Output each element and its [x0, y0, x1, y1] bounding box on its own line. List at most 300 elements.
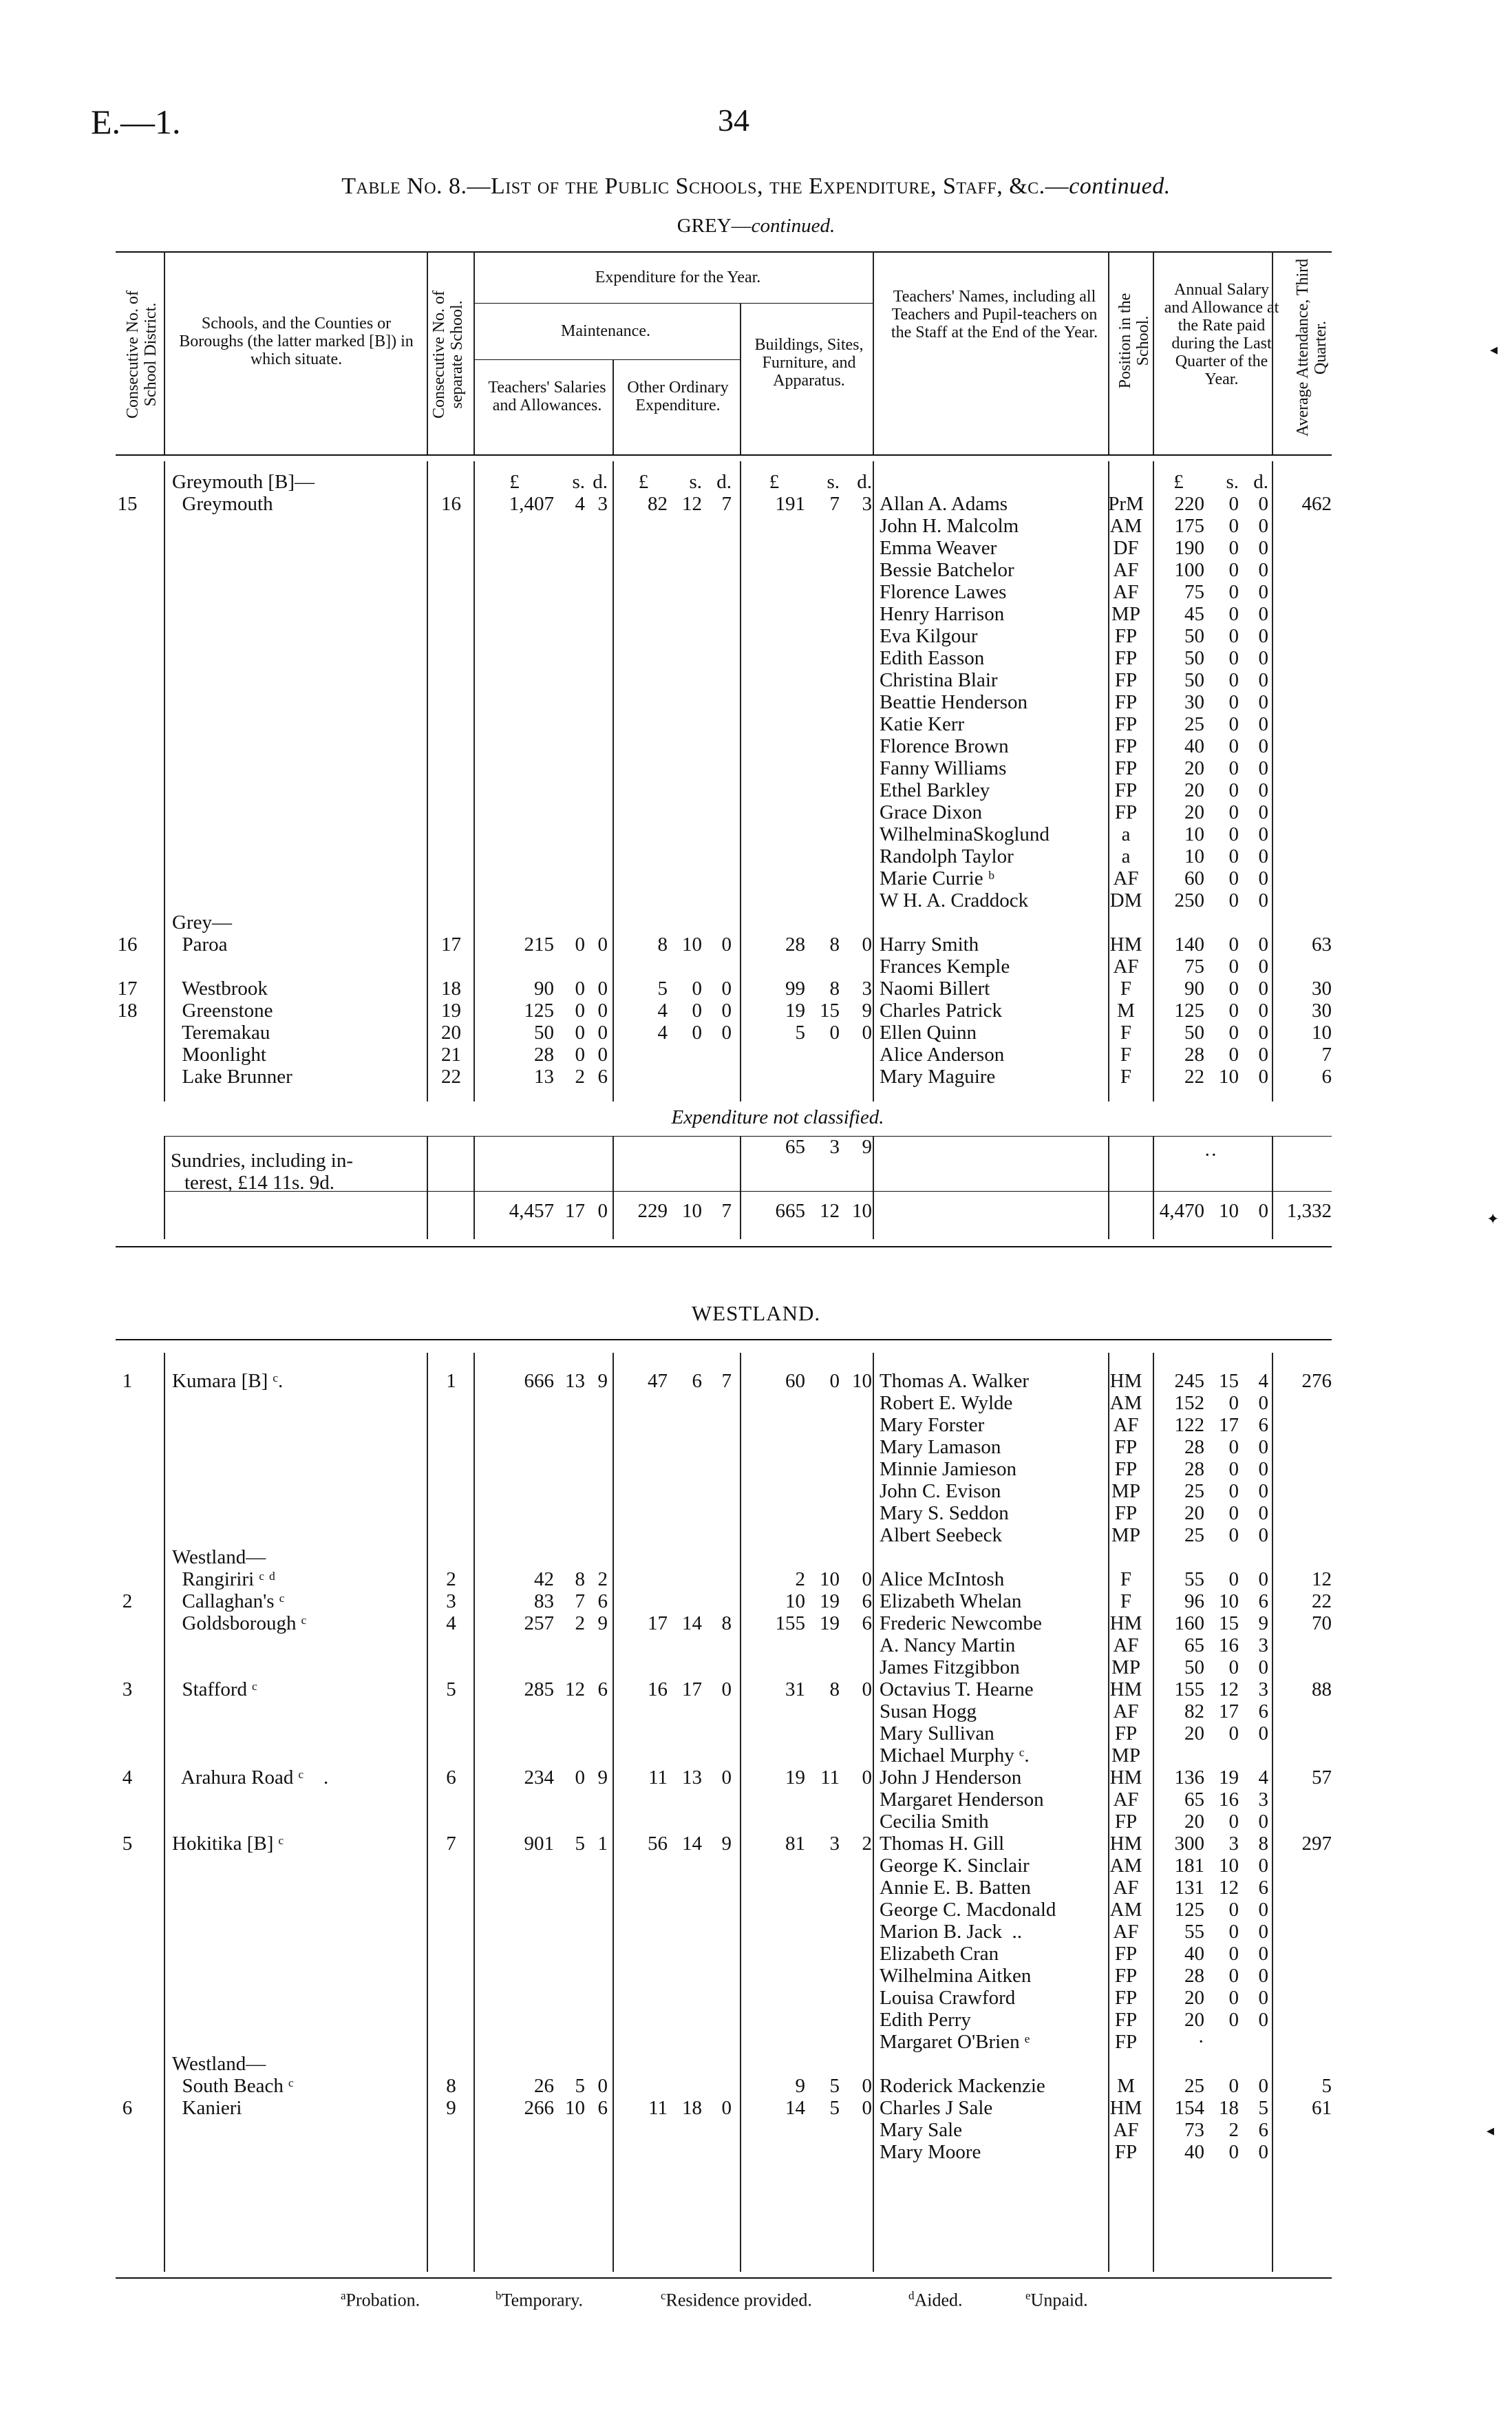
ann-amount-pence: 0 — [1258, 934, 1268, 956]
ann-amount-pence: 0 — [1258, 647, 1268, 669]
school-name: Westland— — [172, 2053, 266, 2075]
rule-vertical — [164, 1136, 165, 1239]
header-teachers-names: Teachers' Names, including all Teachers and Pupil-teachers on the Staff at the End of the Year. — [891, 288, 1098, 341]
bld-amount-pence: 0 — [862, 934, 872, 956]
oth-amount-pounds: 82 — [648, 493, 668, 515]
total-ann-0: 4,470 — [1159, 1200, 1204, 1222]
unit-pound: £ — [1173, 471, 1184, 493]
teacher-name: Marion B. Jack .. — [880, 1921, 1022, 1943]
bld-amount-pence: 6 — [862, 1590, 872, 1612]
ann-amount-pence: 0 — [1258, 1000, 1268, 1022]
teacher-position: AF — [1113, 956, 1139, 978]
teacher-name: Eva Kilgour — [880, 625, 978, 647]
oth-amount-pounds: 47 — [648, 1370, 668, 1392]
teacher-name: Florence Brown — [880, 735, 1009, 757]
ann-amount-pounds: 65 — [1184, 1789, 1204, 1811]
bld-amount-shillings: 19 — [820, 1590, 840, 1612]
ann-amount-pounds: 28 — [1184, 1458, 1204, 1480]
school-name: Greenstone — [172, 1000, 273, 1022]
westland-section-title: WESTLAND. — [691, 1301, 821, 1325]
ann-amount-pounds: 60 — [1184, 867, 1204, 889]
average-attendance: 57 — [1312, 1767, 1332, 1789]
margin-mark-3: ◂ — [1487, 2122, 1495, 2139]
ann-amount-pounds: 25 — [1184, 713, 1204, 735]
ann-amount-pence: 0 — [1258, 1066, 1268, 1088]
ann-amount-shillings: 0 — [1228, 515, 1239, 537]
bld-amount-shillings: 19 — [820, 1612, 840, 1634]
school-name: Kumara [B] ᶜ. — [172, 1370, 284, 1392]
oth-amount-pence: 9 — [721, 1833, 732, 1855]
district-number: 17 — [117, 978, 138, 1000]
header-district-no: Consecutive No. of School District. — [124, 291, 160, 419]
rule-horizontal — [116, 2277, 1332, 2279]
header-position: Position in the School. — [1116, 293, 1152, 389]
ann-amount-shillings: 0 — [1228, 1568, 1239, 1590]
rule-vertical — [613, 1136, 614, 1239]
sundries-salary: ·· — [1204, 1144, 1217, 1166]
ann-amount-pence: 0 — [1258, 978, 1268, 1000]
rule-vertical — [740, 1353, 741, 2272]
teacher-name: Mary Sullivan — [880, 1722, 994, 1744]
average-attendance: 22 — [1312, 1590, 1332, 1612]
average-attendance: 61 — [1312, 2097, 1332, 2119]
teacher-position: MP — [1111, 1524, 1140, 1546]
ann-amount-pounds: 20 — [1184, 2009, 1204, 2031]
oth-amount-pence: 0 — [721, 1678, 732, 1700]
bld-amount-pounds: 2 — [795, 1568, 805, 1590]
teacher-position: MP — [1111, 1480, 1140, 1502]
teacher-name: John J Henderson — [880, 1767, 1022, 1789]
rule-horizontal — [116, 1339, 1332, 1340]
ann-amount-pence: 0 — [1258, 2141, 1268, 2163]
ann-amount-shillings: 0 — [1228, 956, 1239, 978]
school-number: 9 — [446, 2097, 456, 2119]
sal-amount-pence: 6 — [597, 2097, 608, 2119]
header-schools: Schools, and the Counties or Boroughs (the latter marked [B]) in which situate. — [179, 315, 414, 368]
total-bld-0: 665 — [775, 1200, 805, 1222]
rule-vertical — [164, 1353, 165, 2272]
margin-mark-2: ✦ — [1487, 1210, 1500, 1227]
teacher-position: FP — [1114, 691, 1138, 713]
sal-amount-shillings: 5 — [575, 2075, 585, 2097]
teacher-name: Marie Currie ᵇ — [880, 867, 994, 889]
ann-amount-shillings: 0 — [1228, 1965, 1239, 1987]
teacher-position: FP — [1114, 1811, 1138, 1833]
footnote-a — [341, 2289, 420, 2311]
ann-amount-shillings: 17 — [1219, 1700, 1239, 1722]
teacher-position: AF — [1113, 1634, 1139, 1656]
ann-amount-pence: 0 — [1258, 603, 1268, 625]
ann-amount-pence: 3 — [1258, 1789, 1268, 1811]
ann-amount-pounds: 175 — [1174, 515, 1204, 537]
school-number: 4 — [446, 1612, 456, 1634]
teacher-name: Mary S. Seddon — [880, 1502, 1009, 1524]
ann-amount-pence: 0 — [1258, 1943, 1268, 1965]
oth-amount-pence: 0 — [721, 1000, 732, 1022]
ann-amount-shillings: 0 — [1228, 1811, 1239, 1833]
teacher-name: Cecilia Smith — [880, 1811, 989, 1833]
bld-amount-pounds: 5 — [795, 1022, 805, 1044]
district-number: 1 — [122, 1370, 133, 1392]
margin-mark-1: ◂ — [1490, 341, 1498, 358]
oth-amount-shillings: 6 — [692, 1370, 702, 1392]
school-number: 17 — [441, 934, 461, 956]
sal-amount-pence: 1 — [597, 1833, 608, 1855]
ann-amount-pence: 0 — [1258, 2075, 1268, 2097]
teacher-position: DM — [1109, 889, 1142, 911]
ann-amount-pence: 0 — [1258, 1811, 1268, 1833]
oth-amount-pounds: 5 — [657, 978, 668, 1000]
teacher-position: AF — [1113, 559, 1139, 581]
average-attendance: 276 — [1301, 1370, 1332, 1392]
ann-amount-shillings: 0 — [1228, 625, 1239, 647]
oth-amount-pence: 7 — [721, 493, 732, 515]
ann-amount-pence: 0 — [1258, 515, 1268, 537]
unit-s: s. — [827, 471, 840, 493]
teacher-position: F — [1120, 1022, 1132, 1044]
school-name: Westbrook — [172, 978, 268, 1000]
sal-amount-shillings: 2 — [575, 1612, 585, 1634]
district-number: 4 — [122, 1767, 133, 1789]
teacher-position: FP — [1114, 1987, 1138, 2009]
teacher-position: MP — [1111, 603, 1140, 625]
teacher-name: Emma Weaver — [880, 537, 997, 559]
ann-amount-shillings: 0 — [1228, 1022, 1239, 1044]
ann-amount-shillings: 0 — [1228, 1502, 1239, 1524]
sundries-bld-0: 65 — [785, 1136, 805, 1158]
ann-amount-shillings: 0 — [1228, 1921, 1239, 1943]
ann-amount-pounds: 40 — [1184, 735, 1204, 757]
ann-amount-pounds: 75 — [1184, 956, 1204, 978]
rule-horizontal — [116, 251, 1332, 253]
teacher-position: AF — [1113, 1921, 1139, 1943]
ann-amount-pounds: 136 — [1174, 1767, 1204, 1789]
school-name: Arahura Road ᶜ . — [172, 1767, 329, 1789]
ann-amount-shillings: 0 — [1228, 867, 1239, 889]
ann-amount-pounds: 131 — [1174, 1877, 1204, 1899]
ann-amount-shillings: 12 — [1219, 1678, 1239, 1700]
sal-amount-shillings: 10 — [565, 2097, 585, 2119]
footnote-text: Unpaid. — [1030, 2290, 1088, 2310]
school-number: 19 — [441, 1000, 461, 1022]
teacher-position: AM — [1109, 1855, 1142, 1877]
bld-amount-pounds: 60 — [785, 1370, 805, 1392]
header-attendance: Average Attendance, Third Quarter. — [1294, 258, 1330, 437]
bld-amount-shillings: 8 — [829, 978, 840, 1000]
rule-vertical — [427, 251, 428, 454]
teacher-position: FP — [1114, 801, 1138, 823]
sal-amount-pence: 0 — [597, 1022, 608, 1044]
ann-amount-pounds: 190 — [1174, 537, 1204, 559]
oth-amount-shillings: 10 — [682, 934, 702, 956]
teacher-name: Charles Patrick — [880, 1000, 1002, 1022]
teacher-position: HM — [1109, 1612, 1142, 1634]
sal-amount-pence: 6 — [597, 1590, 608, 1612]
teacher-name: Minnie Jamieson — [880, 1458, 1016, 1480]
teacher-name: George K. Sinclair — [880, 1855, 1030, 1877]
ann-amount-shillings: 0 — [1228, 801, 1239, 823]
ann-amount-pounds: 20 — [1184, 1987, 1204, 2009]
teacher-name: Naomi Billert — [880, 978, 990, 1000]
rule-vertical — [613, 461, 614, 1101]
ann-amount-pence: 3 — [1258, 1678, 1268, 1700]
teacher-name: Octavius T. Hearne — [880, 1678, 1034, 1700]
footnote-text: Residence provided. — [666, 2290, 812, 2310]
oth-amount-pence: 0 — [721, 934, 732, 956]
average-attendance: 63 — [1312, 934, 1332, 956]
average-attendance: 10 — [1312, 1022, 1332, 1044]
sal-amount-shillings: 0 — [575, 1044, 585, 1066]
ann-amount-pounds: 96 — [1184, 1590, 1204, 1612]
ann-amount-pounds: 55 — [1184, 1921, 1204, 1943]
bld-amount-pounds: 14 — [785, 2097, 805, 2119]
teacher-position: DF — [1113, 537, 1139, 559]
ann-amount-pence: 0 — [1258, 889, 1268, 911]
teacher-name: Alice McIntosh — [880, 1568, 1005, 1590]
average-attendance: 70 — [1312, 1612, 1332, 1634]
ann-amount-shillings: 0 — [1228, 735, 1239, 757]
ann-amount-pounds: 20 — [1184, 801, 1204, 823]
oth-amount-pounds: 16 — [648, 1678, 668, 1700]
ann-amount-shillings: 15 — [1219, 1370, 1239, 1392]
teacher-name: Mary Moore — [880, 2141, 981, 2163]
bld-amount-shillings: 8 — [829, 934, 840, 956]
rule-horizontal — [164, 1191, 1332, 1192]
unit-s: s. — [572, 471, 585, 493]
footnote-c — [661, 2289, 812, 2311]
oth-amount-pounds: 17 — [648, 1612, 668, 1634]
sal-amount-pence: 0 — [597, 1044, 608, 1066]
ann-amount-shillings: 0 — [1228, 669, 1239, 691]
ann-amount-pounds: 25 — [1184, 1524, 1204, 1546]
school-name: Stafford ᶜ — [172, 1678, 257, 1700]
teacher-position: AF — [1113, 1700, 1139, 1722]
bld-amount-pence: 0 — [862, 1022, 872, 1044]
total-ann-2: 0 — [1258, 1200, 1268, 1222]
ann-amount-pence: 0 — [1258, 1436, 1268, 1458]
oth-amount-shillings: 0 — [692, 1022, 702, 1044]
rule-vertical — [873, 461, 874, 1101]
teacher-position: FP — [1114, 1722, 1138, 1744]
school-number: 3 — [446, 1590, 456, 1612]
bld-amount-shillings: 0 — [829, 1022, 840, 1044]
footnote-d — [908, 2289, 963, 2311]
sal-amount-pounds: 257 — [524, 1612, 554, 1634]
header-school-no: Consecutive No. of separate School. — [430, 291, 466, 419]
oth-amount-shillings: 12 — [682, 493, 702, 515]
teacher-name: Robert E. Wylde — [880, 1392, 1013, 1414]
school-name: South Beach ᶜ — [172, 2075, 294, 2097]
oth-amount-pence: 0 — [721, 1022, 732, 1044]
sal-amount-pounds: 215 — [524, 934, 554, 956]
ann-amount-pence: 6 — [1258, 1590, 1268, 1612]
ann-amount-shillings: 0 — [1228, 845, 1239, 867]
teacher-position: AF — [1113, 1877, 1139, 1899]
teacher-position: FP — [1114, 2031, 1138, 2053]
total-bld-1: 12 — [820, 1200, 840, 1222]
ann-amount-pence: 0 — [1258, 757, 1268, 779]
ann-amount-pounds: 300 — [1174, 1833, 1204, 1855]
teacher-position: FP — [1114, 757, 1138, 779]
ann-amount-shillings: 0 — [1228, 537, 1239, 559]
ann-amount-pounds: 25 — [1184, 1480, 1204, 1502]
unit-d: d. — [857, 471, 872, 493]
sal-amount-pounds: 234 — [524, 1767, 554, 1789]
rule-vertical — [873, 1353, 874, 2272]
table-title-main: Table No. 8.—List of the Public Schools, the Expenditure, Staff, &c.— — [341, 173, 1069, 199]
ann-amount-pence: 0 — [1258, 1921, 1268, 1943]
total-sal-1: 17 — [565, 1200, 585, 1222]
teacher-name: Louisa Crawford — [880, 1987, 1016, 2009]
oth-amount-shillings: 13 — [682, 1767, 702, 1789]
footnote-mark: e — [1025, 2289, 1031, 2302]
oth-amount-pounds: 56 — [648, 1833, 668, 1855]
teacher-position: FP — [1114, 1965, 1138, 1987]
teacher-position: FP — [1114, 779, 1138, 801]
teacher-name: Roderick Mackenzie — [880, 2075, 1045, 2097]
ann-amount-shillings: 0 — [1228, 889, 1239, 911]
ann-amount-pounds: 220 — [1174, 493, 1204, 515]
header-maintenance: Maintenance. — [561, 322, 650, 340]
ann-amount-pence: 9 — [1258, 1612, 1268, 1634]
teacher-position: FP — [1114, 1436, 1138, 1458]
school-name: Hokitika [B] ᶜ — [172, 1833, 284, 1855]
not-classified-note: Expenditure not classified. — [671, 1106, 884, 1128]
teacher-name: John H. Malcolm — [880, 515, 1019, 537]
teacher-name: Florence Lawes — [880, 581, 1007, 603]
ann-amount-pence: 0 — [1258, 2009, 1268, 2031]
teacher-name: Wilhelmina Aitken — [880, 1965, 1032, 1987]
teacher-name: Thomas H. Gill — [880, 1833, 1005, 1855]
ann-amount-pounds: 50 — [1184, 669, 1204, 691]
ann-amount-shillings: 17 — [1219, 1414, 1239, 1436]
teacher-name: Edith Perry — [880, 2009, 971, 2031]
sal-amount-pence: 0 — [597, 1000, 608, 1022]
bld-amount-pence: 2 — [862, 1833, 872, 1855]
bld-amount-pence: 0 — [862, 1767, 872, 1789]
teacher-position: AM — [1109, 515, 1142, 537]
ann-amount-shillings: 16 — [1219, 1634, 1239, 1656]
ann-amount-shillings: 0 — [1228, 978, 1239, 1000]
ann-amount-pounds: 40 — [1184, 2141, 1204, 2163]
school-number: 21 — [441, 1044, 461, 1066]
ann-amount-pence: 0 — [1258, 559, 1268, 581]
teacher-position: FP — [1114, 2141, 1138, 2163]
ann-amount-shillings: 15 — [1219, 1612, 1239, 1634]
footnote-mark: d — [908, 2289, 915, 2302]
ann-amount-shillings: 0 — [1228, 2075, 1239, 2097]
ann-amount-pence: 0 — [1258, 956, 1268, 978]
ann-amount-pence: 0 — [1258, 691, 1268, 713]
sal-amount-shillings: 13 — [565, 1370, 585, 1392]
teacher-position: FP — [1114, 647, 1138, 669]
teacher-position: M — [1117, 1000, 1135, 1022]
rule-vertical — [427, 1353, 428, 2272]
ann-amount-pence: 0 — [1258, 1044, 1268, 1066]
sal-amount-pounds: 26 — [534, 2075, 554, 2097]
bld-amount-shillings: 7 — [829, 493, 840, 515]
ann-amount-shillings: 0 — [1228, 581, 1239, 603]
sal-amount-pounds: 50 — [534, 1022, 554, 1044]
ann-amount-shillings: 3 — [1228, 1833, 1239, 1855]
bld-amount-pounds: 19 — [785, 1767, 805, 1789]
oth-amount-pounds: 4 — [657, 1000, 668, 1022]
sal-amount-pence: 3 — [597, 493, 608, 515]
ann-amount-pence: 0 — [1258, 493, 1268, 515]
ann-amount-pence: 5 — [1258, 2097, 1268, 2119]
ann-amount-shillings: 0 — [1228, 1000, 1239, 1022]
ann-amount-pounds: 154 — [1174, 2097, 1204, 2119]
ann-amount-shillings: 2 — [1228, 2119, 1239, 2141]
ann-amount-shillings: 0 — [1228, 1656, 1239, 1678]
ann-amount-pounds: 125 — [1174, 1899, 1204, 1921]
rule-vertical — [740, 1136, 741, 1239]
ann-amount-pence: 0 — [1258, 845, 1268, 867]
teacher-position: a — [1121, 845, 1131, 867]
average-attendance: 5 — [1321, 2075, 1332, 2097]
rule-horizontal — [116, 454, 1332, 456]
unit-pound: £ — [638, 471, 649, 493]
teacher-name: James Fitzgibbon — [880, 1656, 1020, 1678]
grey-title-main: GREY— — [677, 215, 752, 237]
bld-amount-shillings: 11 — [820, 1767, 840, 1789]
total-oth-0: 229 — [637, 1200, 668, 1222]
sal-amount-shillings: 0 — [575, 1767, 585, 1789]
ann-amount-pounds: 250 — [1174, 889, 1204, 911]
rule-vertical — [613, 1353, 614, 2272]
teacher-position: AF — [1113, 1789, 1139, 1811]
sal-amount-shillings: 5 — [575, 1833, 585, 1855]
teacher-position: F — [1120, 1568, 1132, 1590]
teacher-name: Elizabeth Whelan — [880, 1590, 1022, 1612]
sal-amount-pounds: 13 — [534, 1066, 554, 1088]
teacher-name: Christina Blair — [880, 669, 998, 691]
average-attendance: 30 — [1312, 1000, 1332, 1022]
oth-amount-shillings: 0 — [692, 978, 702, 1000]
oth-amount-shillings: 0 — [692, 1000, 702, 1022]
ann-amount-shillings: 0 — [1228, 713, 1239, 735]
teacher-position: F — [1120, 1590, 1132, 1612]
ann-amount-shillings: 0 — [1228, 559, 1239, 581]
ann-amount-pounds: 20 — [1184, 1811, 1204, 1833]
ann-amount-shillings: 0 — [1228, 757, 1239, 779]
ann-amount-pounds: 181 — [1174, 1855, 1204, 1877]
ann-amount-pence: 0 — [1258, 779, 1268, 801]
bld-amount-pence: 3 — [862, 978, 872, 1000]
sal-amount-pounds: 266 — [524, 2097, 554, 2119]
ann-amount-pounds: 20 — [1184, 1722, 1204, 1744]
ann-amount-shillings: 0 — [1228, 1943, 1239, 1965]
bld-amount-pounds: 10 — [785, 1590, 805, 1612]
teacher-position: MP — [1111, 1656, 1140, 1678]
bld-amount-shillings: 8 — [829, 1678, 840, 1700]
district-number: 6 — [122, 2097, 133, 2119]
footnote-b — [496, 2289, 583, 2311]
school-number: 18 — [441, 978, 461, 1000]
school-name: Teremakau — [172, 1022, 270, 1044]
teacher-position: FP — [1114, 1502, 1138, 1524]
ann-amount-shillings: 0 — [1228, 2009, 1239, 2031]
sal-amount-shillings: 8 — [575, 1568, 585, 1590]
ann-amount-pounds: 90 — [1184, 978, 1204, 1000]
school-name: Moonlight — [172, 1044, 266, 1066]
bld-amount-pounds: 19 — [785, 1000, 805, 1022]
rule-vertical — [1272, 1136, 1273, 1239]
ann-amount-pence: 0 — [1258, 537, 1268, 559]
ann-amount-shillings: 0 — [1228, 691, 1239, 713]
average-attendance: 6 — [1321, 1066, 1332, 1088]
sal-amount-pence: 2 — [597, 1568, 608, 1590]
